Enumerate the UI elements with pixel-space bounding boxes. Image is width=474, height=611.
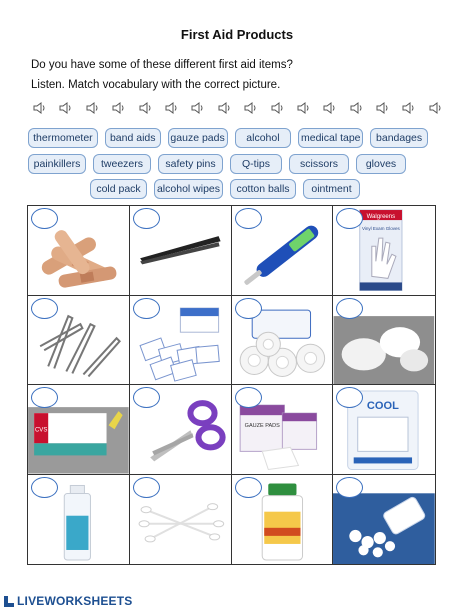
picture-cell xyxy=(333,296,435,386)
cold-pack-brand-text: COOL xyxy=(367,400,400,413)
word-chip-gauze-pads[interactable]: gauze pads xyxy=(168,128,228,148)
speaker-icon[interactable] xyxy=(402,102,416,114)
picture-cell xyxy=(28,206,130,296)
picture-cell xyxy=(28,475,130,565)
word-chip-safety-pins[interactable]: safety pins xyxy=(158,154,223,174)
word-chip-bandages[interactable]: bandages xyxy=(370,128,428,148)
instruction-listen: Listen. Match vocabulary with the correct picture. xyxy=(31,79,281,91)
word-chip-scissors[interactable]: scissors xyxy=(289,154,349,174)
speaker-icon[interactable] xyxy=(139,102,153,114)
word-chip-alcohol-wipes[interactable]: alcohol wipes xyxy=(154,179,223,199)
picture-cell xyxy=(130,296,232,386)
word-bank-row-2 xyxy=(28,154,428,174)
answer-circle[interactable] xyxy=(31,208,58,229)
speaker-icon[interactable] xyxy=(218,102,232,114)
instruction-question: Do you have some of these different first aid items? xyxy=(31,59,293,71)
answer-circle[interactable] xyxy=(133,387,160,408)
word-chip-gloves[interactable]: gloves xyxy=(356,154,406,174)
word-chip-cold-pack[interactable]: cold pack xyxy=(90,179,147,199)
answer-circle[interactable] xyxy=(31,477,58,498)
answer-circle[interactable] xyxy=(133,477,160,498)
picture-cell xyxy=(28,296,130,386)
logo-mark-icon xyxy=(4,596,14,607)
speaker-icon[interactable] xyxy=(323,102,337,114)
answer-circle[interactable] xyxy=(235,298,262,319)
word-bank-row-1 xyxy=(28,128,428,148)
answer-circle[interactable] xyxy=(31,387,58,408)
picture-cell xyxy=(130,385,232,475)
gloves-label-text: Vinyl Exam Gloves xyxy=(362,226,401,232)
picture-cell xyxy=(333,206,435,296)
answer-circle[interactable] xyxy=(235,387,262,408)
picture-grid xyxy=(27,205,436,565)
speaker-icon[interactable] xyxy=(165,102,179,114)
word-chip-medical-tape[interactable]: medical tape xyxy=(298,128,363,148)
word-bank-row-3 xyxy=(90,179,474,199)
audio-speaker-row xyxy=(33,102,443,114)
speaker-icon[interactable] xyxy=(191,102,205,114)
worksheet-title: First Aid Products xyxy=(180,27,294,42)
answer-circle[interactable] xyxy=(133,298,160,319)
answer-circle[interactable] xyxy=(31,298,58,319)
picture-cell xyxy=(232,206,334,296)
gauze-label-text: GAUZE PADS xyxy=(244,423,280,430)
speaker-icon[interactable] xyxy=(33,102,47,114)
speaker-icon[interactable] xyxy=(244,102,258,114)
ointment-brand-text: CVS xyxy=(34,427,48,434)
picture-cell xyxy=(232,296,334,386)
picture-cell xyxy=(232,385,334,475)
answer-circle[interactable] xyxy=(336,477,363,498)
picture-cell xyxy=(130,206,232,296)
answer-circle[interactable] xyxy=(235,477,262,498)
speaker-icon[interactable] xyxy=(59,102,73,114)
word-chip-thermometer[interactable]: thermometer xyxy=(28,128,98,148)
picture-cell xyxy=(232,475,334,565)
word-chip-band-aids[interactable]: band aids xyxy=(105,128,161,148)
gloves-brand-text: Walgreens xyxy=(366,214,396,221)
word-chip-ointment[interactable]: ointment xyxy=(303,179,360,199)
speaker-icon[interactable] xyxy=(86,102,100,114)
picture-cell xyxy=(130,475,232,565)
picture-cell xyxy=(333,475,435,565)
word-chip-q-tips[interactable]: Q-tips xyxy=(230,154,282,174)
word-chip-alcohol[interactable]: alcohol xyxy=(235,128,292,148)
speaker-icon[interactable] xyxy=(297,102,311,114)
answer-circle[interactable] xyxy=(133,208,160,229)
picture-cell xyxy=(333,385,435,475)
speaker-icon[interactable] xyxy=(429,102,443,114)
speaker-icon[interactable] xyxy=(376,102,390,114)
liveworksheets-logo xyxy=(4,594,132,608)
answer-circle[interactable] xyxy=(336,298,363,319)
word-chip-tweezers[interactable]: tweezers xyxy=(93,154,151,174)
logo-text: LIVEWORKSHEETS xyxy=(17,594,133,608)
speaker-icon[interactable] xyxy=(271,102,285,114)
speaker-icon[interactable] xyxy=(350,102,364,114)
speaker-icon[interactable] xyxy=(112,102,126,114)
word-chip-painkillers[interactable]: painkillers xyxy=(28,154,86,174)
answer-circle[interactable] xyxy=(235,208,262,229)
picture-cell xyxy=(28,385,130,475)
word-chip-cotton-balls[interactable]: cotton balls xyxy=(230,179,296,199)
